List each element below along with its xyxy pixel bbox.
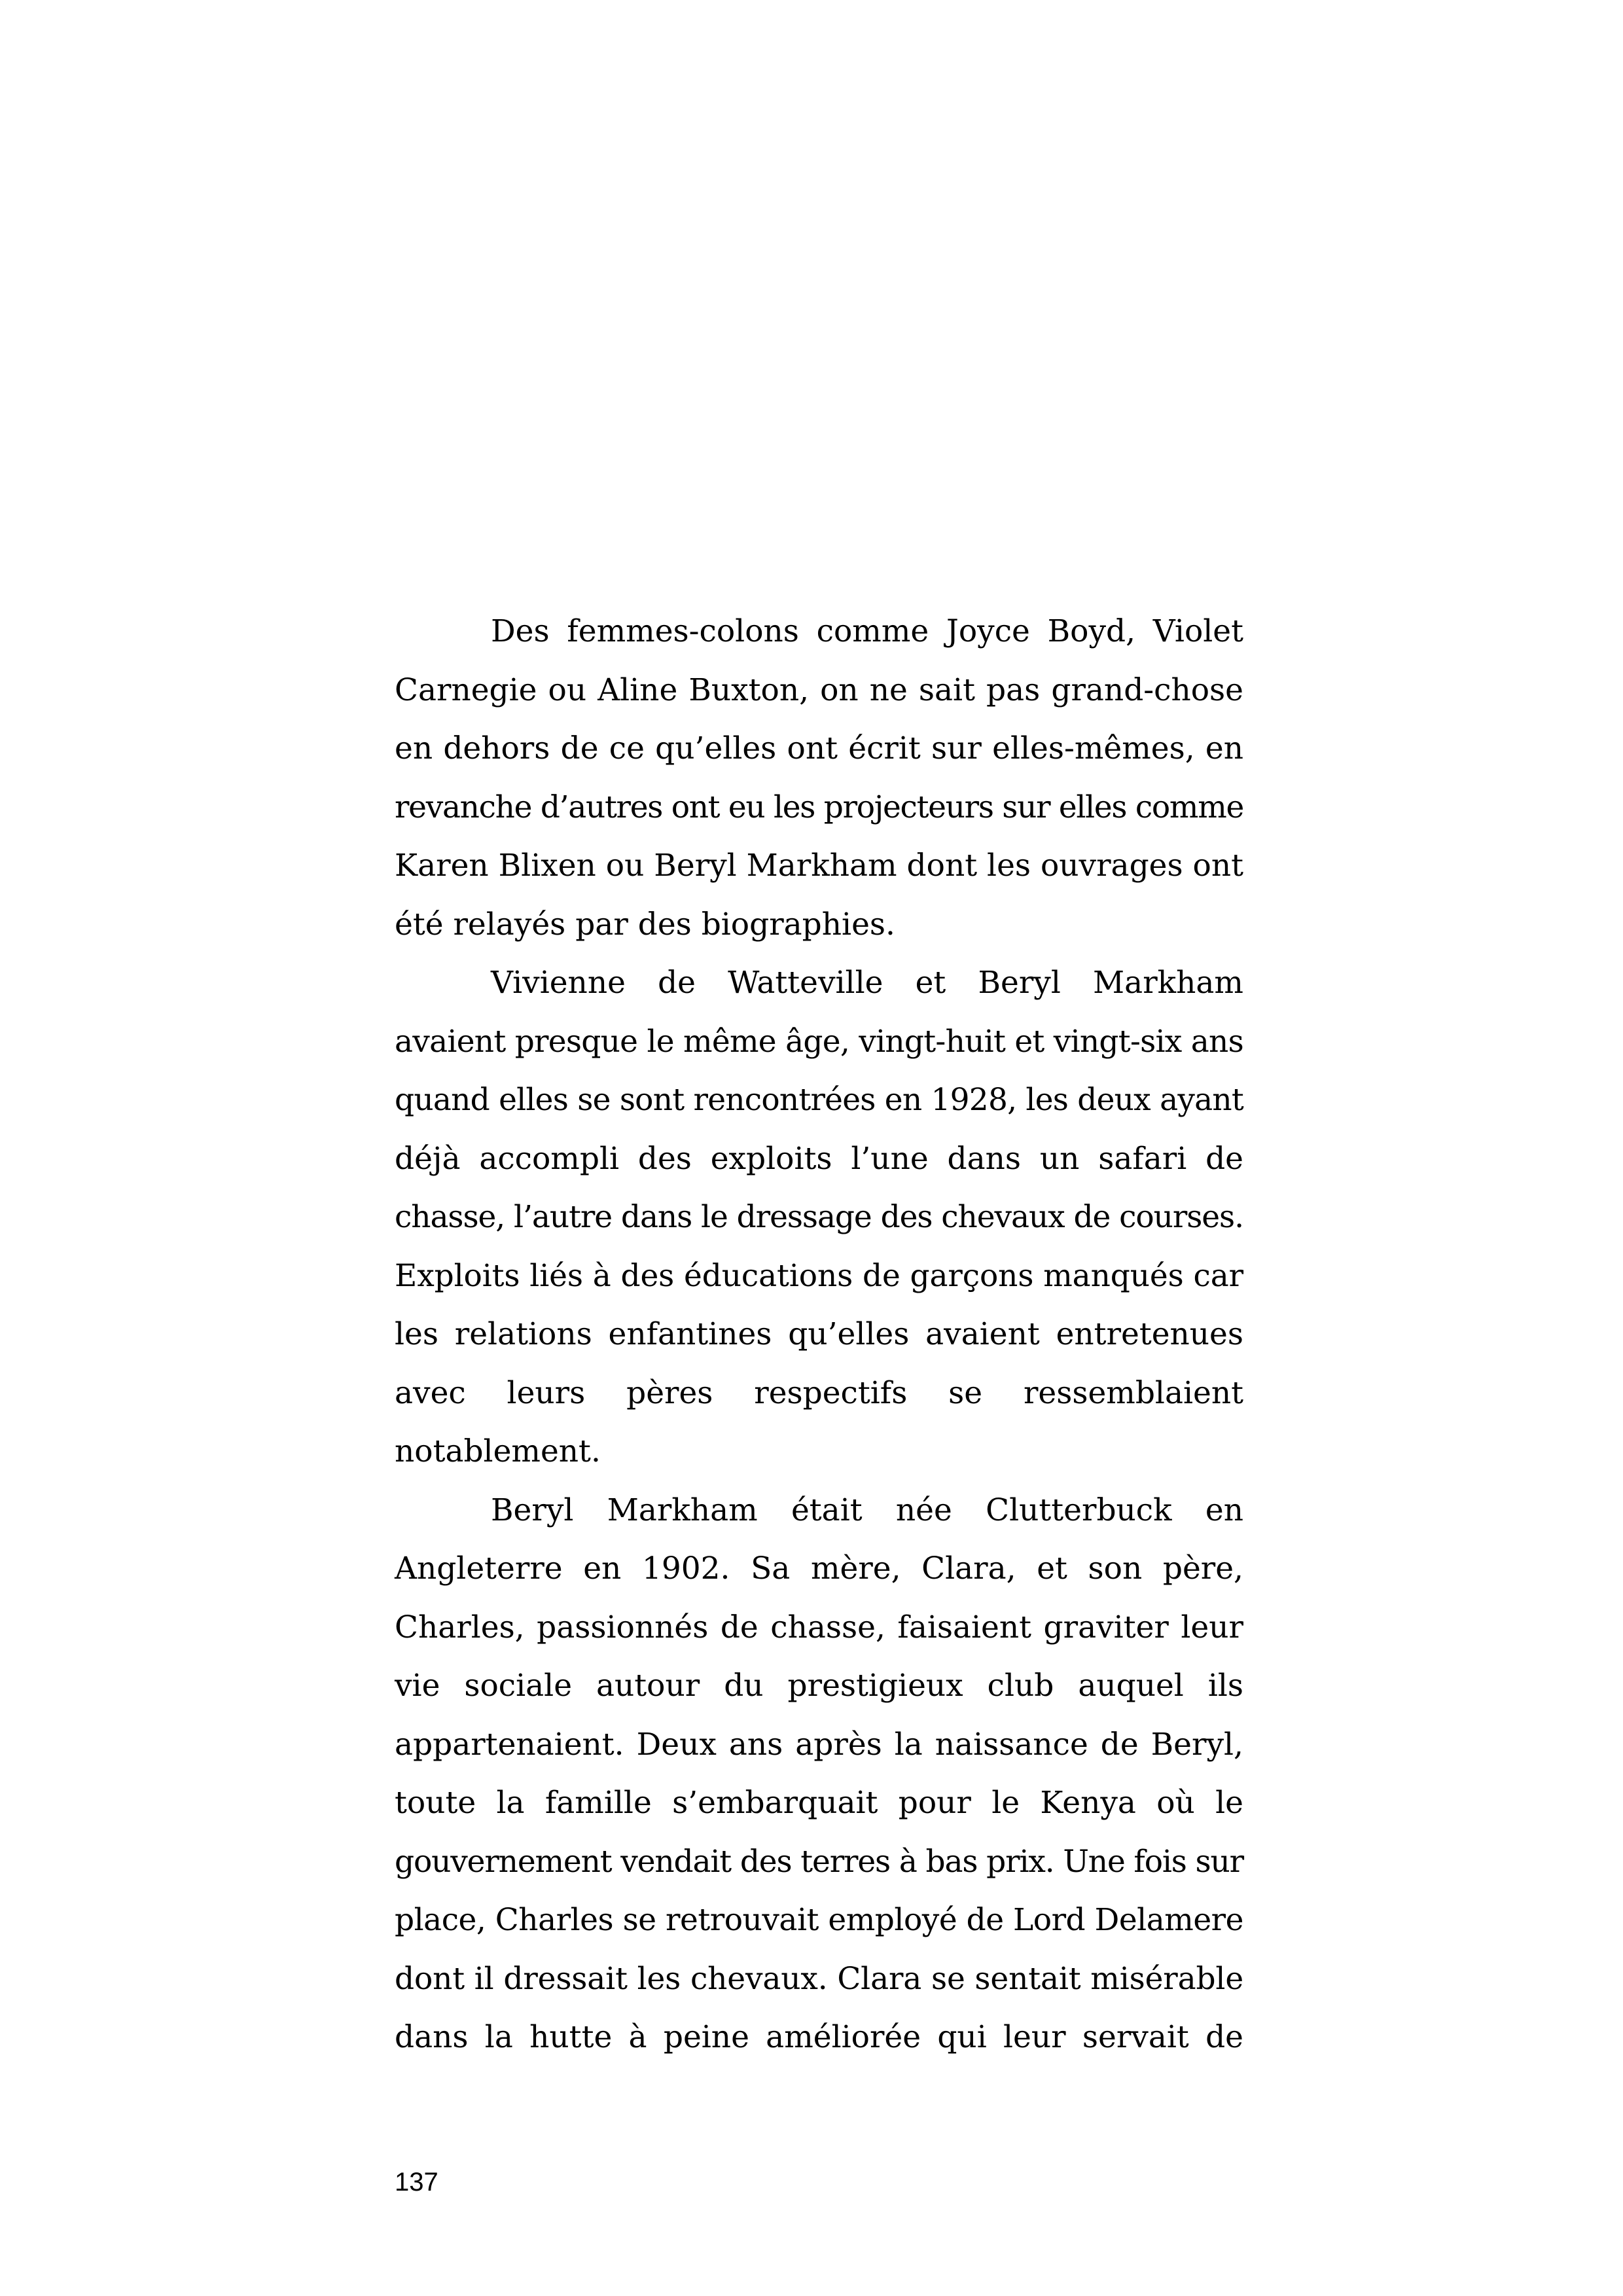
text-line: Beryl Markham était née Clutterbuck en: [491, 1492, 1243, 1528]
text-line: avec leurs pères respectifs se ressemblaient: [395, 1374, 1243, 1411]
text-line: Carnegie ou Aline Buxton, on ne sait pas grand-chose: [395, 672, 1243, 708]
text-line: dans la hutte à peine améliorée qui leur servait de: [395, 2019, 1243, 2055]
text-line: Des femmes-colons comme Joyce Boyd, Violet: [491, 613, 1243, 649]
paragraph-1: [395, 612, 1243, 963]
text-line: les relations enfantines qu’elles avaient entretenues: [395, 1316, 1243, 1352]
text-line: Angleterre en 1902. Sa mère, Clara, et son père,: [395, 1551, 1243, 1587]
text-line: gouvernement vendait des terres à bas prix. Une fois sur: [395, 1843, 1243, 1880]
text-line: avaient presque le même âge, vingt-huit et vingt-six ans: [395, 1023, 1243, 1060]
text-line: Exploits liés à des éducations de garçons manqués car: [395, 1257, 1243, 1294]
text-line: été relayés par des biographies.: [395, 906, 895, 942]
paragraph-2: [395, 963, 1243, 1491]
text-line: en dehors de ce qu’elles ont écrit sur elles-mêmes, en: [395, 730, 1243, 766]
text-line: dont il dressait les chevaux. Clara se sentait misérable: [395, 1960, 1243, 1997]
text-line: place, Charles se retrouvait employé de Lord Delamere: [395, 1902, 1243, 1938]
text-line: Vivienne de Watteville et Beryl Markham: [491, 965, 1243, 1001]
text-line: Charles, passionnés de chasse, faisaient graviter leur: [395, 1609, 1243, 1645]
text-line: vie sociale autour du prestigieux club auquel ils: [395, 1668, 1243, 1704]
text-line: revanche d’autres ont eu les projecteurs sur elles comme: [395, 789, 1243, 825]
text-line: appartenaient. Deux ans après la naissance de Beryl,: [395, 1726, 1243, 1763]
body-text: [395, 612, 1243, 2077]
text-line: déjà accompli des exploits l’une dans un safari de: [395, 1140, 1243, 1177]
text-line: toute la famille s’embarquait pour le Kenya où le: [395, 1785, 1243, 1821]
text-line: chasse, l’autre dans le dressage des chevaux de courses.: [395, 1199, 1243, 1235]
text-line: notablement.: [395, 1433, 601, 1469]
text-line: quand elles se sont rencontrées en 1928, les deux ayant: [395, 1082, 1243, 1118]
page-number: 137: [395, 2168, 438, 2197]
paragraph-3: [395, 1491, 1243, 2077]
text-line: Karen Blixen ou Beryl Markham dont les ouvrages ont: [395, 848, 1243, 884]
